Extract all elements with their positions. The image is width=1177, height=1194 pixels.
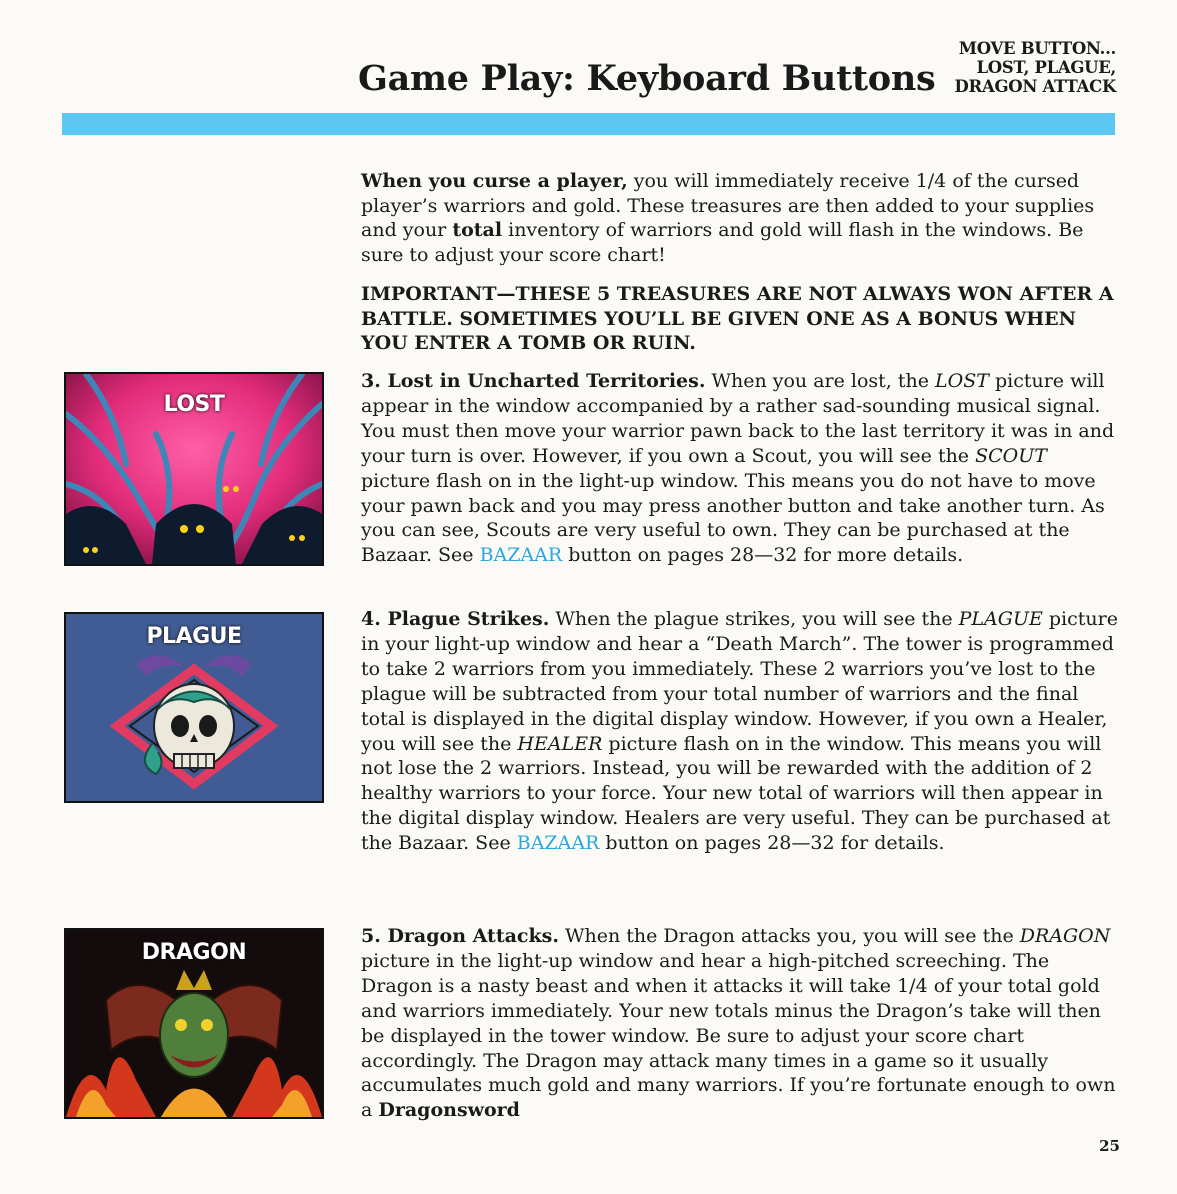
dragon-text: When the Dragon attacks you, you will see the bbox=[558, 925, 1020, 947]
important-notice: IMPORTANT—THESE 5 TREASURES ARE NOT ALWAYS WON AFTER A BATTLE. SOMETIMES YOU’LL BE GIVEN ONE AS A BONUS WHEN YOU ENTER A TOMB OR RUIN. bbox=[361, 283, 1114, 355]
lost-text: button on pages 28—32 for more details. bbox=[562, 544, 964, 567]
lost-text: picture will appear in the window accompanied by a rather sad-sounding musical signal. You must then move your warrior pawn back to the last territory it was in and your turn is over. However, if you own a Scout, you will see the bbox=[361, 370, 1115, 467]
lost-label: LOST bbox=[163, 392, 225, 417]
lost-text: picture flash on in the light-up window. This means you do not have to move your pawn back and you may press another button and take another turn. As you can see, Scouts are very useful to own. They can be purchased at the Bazaar. See bbox=[361, 469, 1105, 567]
intro-text: you will immediately receive 1/4 of the cursed player’s warriors and gold. These treasures are then added to your supplies and your bbox=[361, 170, 1095, 242]
plague-picture bbox=[64, 612, 324, 803]
lost-picture bbox=[64, 372, 324, 566]
lost-heading: 3. Lost in Uncharted Territories. bbox=[361, 370, 706, 392]
lost-section bbox=[361, 369, 1121, 568]
plague-italic: HEALER bbox=[517, 732, 603, 755]
dragon-italic: DRAGON bbox=[1019, 925, 1111, 947]
dragon-picture bbox=[64, 928, 324, 1119]
page-number: 25 bbox=[1099, 1137, 1120, 1155]
plague-section bbox=[361, 607, 1121, 856]
plague-text: picture flash on in the window. This means you will not lose the 2 warriors. Instead, you will be rewarded with the addition of 2 healthy warriors to your force. Your new total of warriors will then appear in the digital display window. Healers are very useful. They can be purchased at the Bazaar. See bbox=[361, 732, 1111, 855]
plague-text: button on pages 28—32 for details. bbox=[599, 832, 945, 855]
header-tag bbox=[955, 39, 1116, 96]
header-tag-line: DRAGON ATTACK bbox=[954, 77, 1116, 96]
intro-lead: When you curse a player, bbox=[361, 170, 628, 192]
intro-paragraph bbox=[361, 169, 1121, 268]
intro-bold-total: total bbox=[452, 219, 503, 242]
intro-text: inventory of warriors and gold will flash in the windows. Be sure to adjust your score chart! bbox=[361, 219, 1084, 267]
plague-text: picture in your light-up window and hear a “Death March”. The tower is programmed to take 2 warriors from you immediately. These 2 warriors you’ve lost to the plague will be subtracted from your total number of warriors and the final total is displayed in the digital display window. However, if you own a Healer, you will see the bbox=[361, 608, 1118, 755]
plague-heading: 4. Plague Strikes. bbox=[361, 608, 550, 630]
lost-italic: LOST bbox=[935, 370, 989, 392]
dragon-heading: 5. Dragon Attacks. bbox=[361, 925, 559, 947]
dragon-text: picture in the light-up window and hear a high-pitched screeching. The Dragon is a nasty beast and when it attacks it will take 1/4 of your total gold and warriors immediately. Your new totals minus the Dragon’s take will then be displayed in the tower window. Be sure to adjust your score chart accordingly. The Dragon may attack many times in a game so it usually accumulates much gold and many warriors. If you’re fortunate enough to own a bbox=[361, 949, 1116, 1122]
plague-label: PLAGUE bbox=[146, 624, 242, 649]
dragon-section bbox=[361, 924, 1121, 1123]
bazaar-link[interactable]: BAZAAR bbox=[516, 832, 600, 855]
lost-text: When you are lost, the bbox=[705, 370, 936, 392]
header-tag-line: LOST, PLAGUE, bbox=[976, 58, 1116, 77]
lost-italic: SCOUT bbox=[975, 444, 1047, 467]
page-title: Game Play: Keyboard Buttons bbox=[358, 58, 936, 99]
header-tag-line: MOVE BUTTON... bbox=[958, 39, 1116, 58]
dragon-bold-end: Dragonsword bbox=[378, 1099, 520, 1122]
accent-bar bbox=[62, 113, 1115, 135]
bazaar-link[interactable]: BAZAAR bbox=[479, 544, 563, 567]
plague-text: When the plague strikes, you will see the bbox=[549, 608, 959, 630]
plague-italic: PLAGUE bbox=[958, 608, 1043, 630]
dragon-label: DRAGON bbox=[141, 940, 247, 965]
